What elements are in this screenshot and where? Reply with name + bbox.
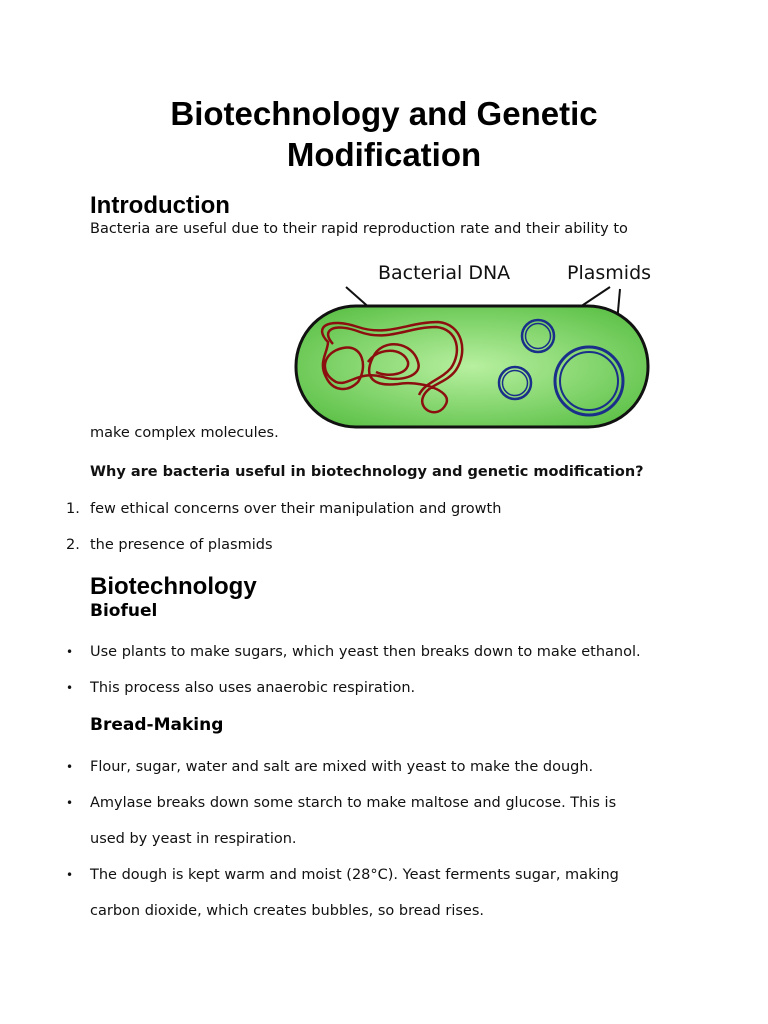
- biofuel-heading: Biofuel: [90, 601, 158, 621]
- title-line-2: Modification: [286, 136, 482, 173]
- bullet-marker: •: [66, 760, 74, 774]
- biofuel-bullet-2: This process also uses anaerobic respiration.: [90, 680, 416, 696]
- bread-bullet-3-line-1: The dough is kept warm and moist (28°C). Yeast ferments sugar, making: [90, 867, 619, 883]
- bread-bullet-3-line-2: carbon dioxide, which creates bubbles, so bread rises.: [90, 903, 484, 919]
- bullet-marker: •: [66, 681, 74, 695]
- bread-bullet-1: Flour, sugar, water and salt are mixed with yeast to make the dough.: [90, 759, 594, 775]
- intro-text-line-2: make complex molecules.: [90, 425, 279, 441]
- intro-heading: Introduction: [90, 192, 230, 219]
- bacterium-diagram: [288, 252, 658, 434]
- bullet-marker: •: [66, 645, 74, 659]
- bullet-marker: •: [66, 796, 74, 810]
- reason-text-2: the presence of plasmids: [90, 537, 273, 553]
- label-plasmids: Plasmids: [567, 262, 652, 284]
- reason-number-2: 2.: [66, 537, 80, 553]
- reason-text-1: few ethical concerns over their manipulation and growth: [90, 501, 502, 517]
- page-title: [0, 93, 768, 175]
- bullet-marker: •: [66, 868, 74, 882]
- question-text: Why are bacteria useful in biotechnology and genetic modification?: [90, 464, 644, 480]
- biofuel-bullet-1: Use plants to make sugars, which yeast then breaks down to make ethanol.: [90, 644, 641, 660]
- bread-bullet-2-line-1: Amylase breaks down some starch to make maltose and glucose. This is: [90, 795, 617, 811]
- bread-bullet-2-line-2: used by yeast in respiration.: [90, 831, 297, 847]
- biotechnology-heading: Biotechnology: [90, 573, 257, 600]
- bread-making-heading: Bread-Making: [90, 715, 224, 735]
- title-line-1: Biotechnology and Genetic: [170, 95, 598, 132]
- reason-number-1: 1.: [66, 501, 80, 517]
- intro-text-line-1: Bacteria are useful due to their rapid reproduction rate and their ability to: [90, 221, 628, 237]
- label-bacterial-dna: Bacterial DNA: [378, 262, 511, 284]
